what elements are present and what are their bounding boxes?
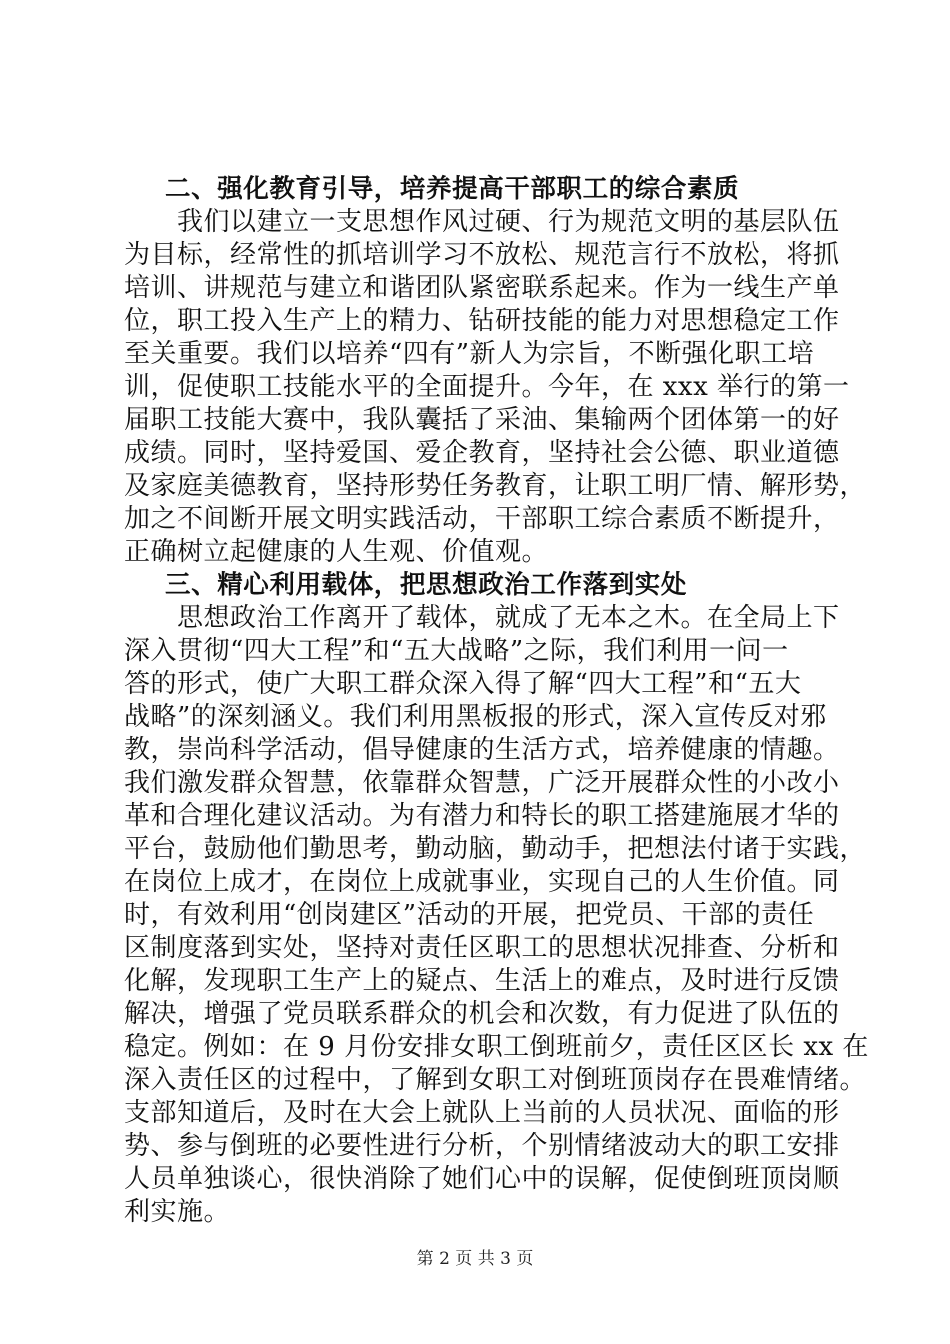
section-2 bbox=[124, 173, 867, 569]
paragraph-line: 位，职工投入生产上的精力、钻研技能的能力对思想稳定工作 bbox=[124, 306, 840, 336]
section-heading: 二、强化教育引导，培养提高干部职工的综合素质 bbox=[165, 174, 740, 204]
paragraph-line: 我们激发群众智慧，依靠群众智慧，广泛开展群众性的小改小 bbox=[124, 768, 840, 798]
paragraph-line: 战略”的深刻涵义。我们利用黑板报的形式，深入宣传反对邪 bbox=[124, 702, 827, 732]
paragraph-line: 化解，发现职工生产上的疑点、生活上的难点，及时进行反馈 bbox=[124, 966, 840, 996]
page-number-footer: 第 2 页 共 3 页 bbox=[416, 1249, 534, 1269]
paragraph-line: 加之不间断开展文明实践活动，干部职工综合素质不断提升， bbox=[124, 504, 840, 534]
paragraph-line: 训，促使职工技能水平的全面提升。今年，在 xxx 举行的第一 bbox=[124, 372, 850, 402]
paragraph-line: 届职工技能大赛中，我队囊括了采油、集输两个团体第一的好 bbox=[124, 405, 840, 435]
paragraph-line: 利实施。 bbox=[124, 1197, 231, 1227]
paragraph-line: 深入责任区的过程中，了解到女职工对倒班顶岗存在畏难情绪。 bbox=[124, 1065, 867, 1095]
paragraph-line: 革和合理化建议活动。为有潜力和特长的职工搭建施展才华的 bbox=[124, 801, 840, 831]
paragraph-line: 稳定。例如：在 9 月份安排女职工倒班前夕，责任区区长 xx 在 bbox=[124, 1032, 869, 1062]
paragraph-line: 时，有效利用“创岗建区”活动的开展，把党员、干部的责任 bbox=[124, 900, 815, 930]
paragraph-line: 在岗位上成才，在岗位上成就事业，实现自己的人生价值。同 bbox=[124, 867, 840, 897]
paragraph-line: 及家庭美德教育，坚持形势任务教育，让职工明厂情、解形势， bbox=[124, 471, 867, 501]
section-heading: 三、精心利用载体，把思想政治工作落到实处 bbox=[165, 570, 688, 600]
paragraph-line: 培训、讲规范与建立和谐团队紧密联系起来。作为一线生产单 bbox=[124, 273, 840, 303]
section-3 bbox=[124, 569, 869, 1229]
paragraph-line: 支部知道后，及时在大会上就队上当前的人员状况、面临的形 bbox=[124, 1098, 840, 1128]
paragraph-line: 平台，鼓励他们勤思考，勤动脑，勤动手，把想法付诸于实践， bbox=[124, 834, 867, 864]
paragraph-line: 我们以建立一支思想作风过硬、行为规范文明的基层队伍 bbox=[177, 207, 840, 237]
paragraph-line: 教，崇尚科学活动，倡导健康的生活方式，培养健康的情趣。 bbox=[124, 735, 840, 765]
paragraph-line: 人员单独谈心，很快消除了她们心中的误解，促使倒班顶岗顺 bbox=[124, 1164, 840, 1194]
document-body bbox=[124, 173, 869, 1229]
paragraph-line: 深入贯彻“四大工程”和“五大战略”之际，我们利用一问一 bbox=[124, 636, 789, 666]
paragraph-line: 势、参与倒班的必要性进行分析，个别情绪波动大的职工安排 bbox=[124, 1131, 840, 1161]
paragraph-line: 思想政治工作离开了载体，就成了无本之木。在全局上下 bbox=[177, 603, 840, 633]
paragraph-line: 答的形式，使广大职工群众深入得了解“四大工程”和“五大 bbox=[124, 669, 802, 699]
paragraph-line: 解决，增强了党员联系群众的机会和次数，有力促进了队伍的 bbox=[124, 999, 840, 1029]
paragraph-line: 至关重要。我们以培养“四有”新人为宗旨，不断强化职工培 bbox=[124, 339, 815, 369]
paragraph-line: 为目标，经常性的抓培训学习不放松、规范言行不放松，将抓 bbox=[124, 240, 840, 270]
paragraph-line: 正确树立起健康的人生观、价值观。 bbox=[124, 537, 549, 567]
paragraph-line: 区制度落到实处，坚持对责任区职工的思想状况排查、分析和 bbox=[124, 933, 840, 963]
paragraph-line: 成绩。同时，坚持爱国、爱企教育，坚持社会公德、职业道德 bbox=[124, 438, 840, 468]
